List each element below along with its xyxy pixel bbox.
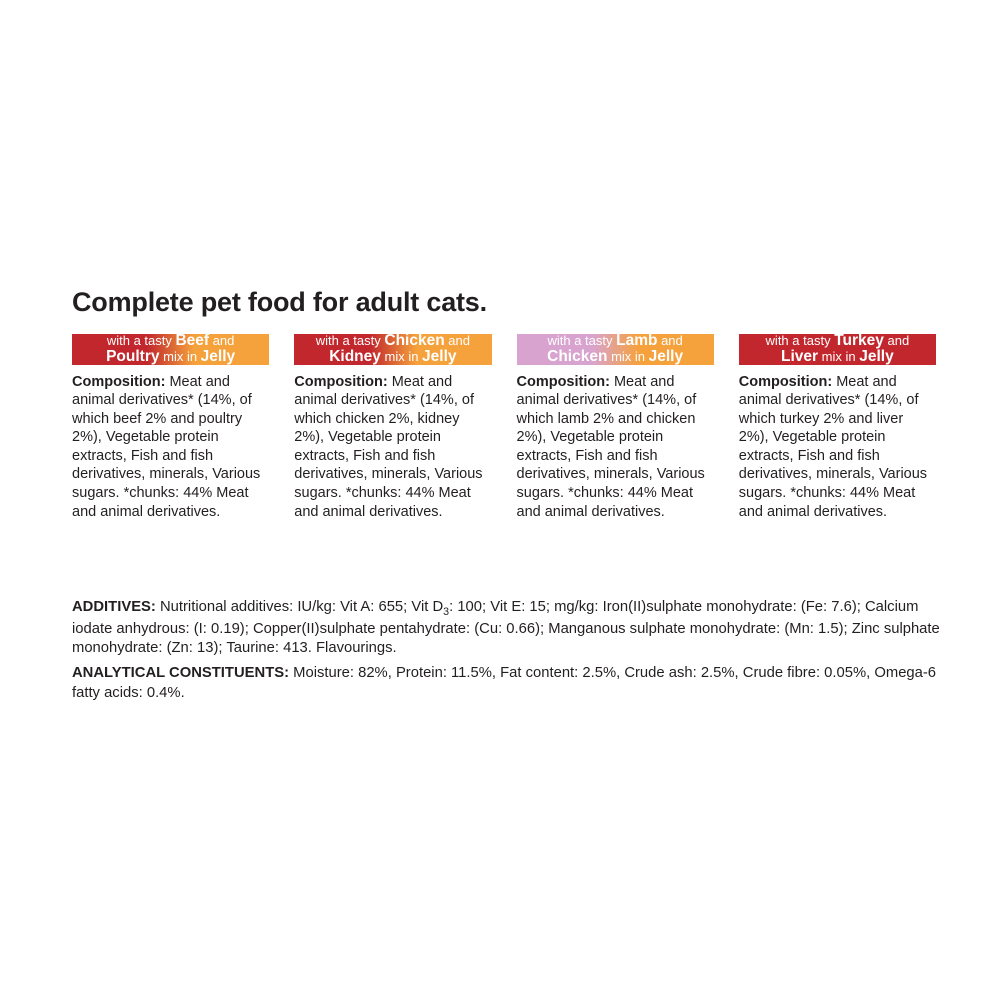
- banner-prefix: with a tasty: [765, 333, 835, 349]
- additives-label: ADDITIVES:: [72, 599, 156, 615]
- additives-subscript: 3: [443, 605, 450, 618]
- analytical-text: Moisture: 82%, Protein: 11.5%, Fat content: 2.5%, Crude ash: 2.5%, Crude fibre: 0.05%, Omega-6 fatty acids: 0.4%.: [72, 665, 937, 701]
- composition-label: Composition:: [294, 373, 388, 390]
- banner-prefix: with a tasty: [106, 333, 176, 349]
- composition-block: [517, 373, 714, 521]
- composition-block: [72, 373, 269, 521]
- composition-text: Meat and animal derivatives* (14%, of which chicken 2%, kidney 2%), Vegetable protein extracts, Fish and fish derivatives, minerals, Various sugars. *chunks: 44% Meat and animal derivatives.: [294, 373, 483, 520]
- variant-card: [294, 334, 491, 521]
- variant-banner: [517, 334, 714, 365]
- additives-text-before: Nutritional additives: IU/kg: Vit A: 655; Vit D: [155, 599, 444, 615]
- banner-conjunction: and: [209, 333, 235, 349]
- variant-card: [517, 334, 714, 521]
- composition-text: Meat and animal derivatives* (14%, of which beef 2% and poultry 2%), Vegetable protein extracts, Fish and fish derivatives, minerals, Various sugars. *chunks: 44% Meat and animal derivatives.: [72, 373, 261, 520]
- content-area: [72, 288, 936, 521]
- banner-jelly: Jelly: [422, 348, 457, 365]
- banner-flavour-2: Liver: [781, 348, 819, 365]
- variant-banner-text: [543, 334, 687, 365]
- variant-card: [739, 334, 936, 521]
- analytical-paragraph: [72, 664, 942, 702]
- banner-conjunction: and: [444, 333, 470, 349]
- banner-suffix: mix in: [159, 349, 201, 365]
- banner-prefix: with a tasty: [547, 333, 617, 349]
- banner-suffix: mix in: [380, 349, 423, 365]
- variant-banner-text: [762, 334, 914, 365]
- banner-flavour-2: Chicken: [547, 348, 608, 365]
- analytical-label: ANALYTICAL CONSTITUENTS:: [72, 665, 290, 682]
- banner-prefix: with a tasty: [315, 333, 385, 349]
- additives-text-after: : 100; Vit E: 15; mg/kg: Iron(II)sulphate monohydrate: (Fe: 7.6); Calcium iodate anhydrous: (I: 0.19); Copper(II)sulphate pentahydrate: (Cu: 0.66); Manganous sulphate monohydrate: (Mn: 1.5); Zinc sulphate monohydrate: (Zn: 13); Taurine: 413. Flavourings.: [72, 599, 940, 657]
- composition-label: Composition:: [738, 373, 833, 390]
- banner-conjunction: and: [657, 333, 683, 349]
- additives-paragraph: [72, 598, 942, 658]
- banner-flavour-1: Chicken: [384, 333, 445, 350]
- composition-block: [294, 373, 491, 521]
- banner-conjunction: and: [883, 333, 910, 349]
- nutrition-details: [72, 598, 942, 709]
- variant-list: [72, 334, 936, 521]
- banner-jelly: Jelly: [648, 348, 684, 365]
- banner-jelly: Jelly: [859, 348, 894, 365]
- composition-text: Meat and animal derivatives* (14%, of which turkey 2% and liver 2%), Vegetable protein extracts, Fish and fish derivatives, minerals, Various sugars. *chunks: 44% Meat and animal derivatives.: [738, 373, 928, 520]
- banner-suffix: mix in: [607, 349, 649, 365]
- composition-label: Composition:: [72, 373, 166, 390]
- variant-banner: [72, 334, 269, 365]
- banner-suffix: mix in: [818, 349, 860, 365]
- composition-block: [739, 373, 936, 521]
- variant-banner-text: [312, 334, 474, 365]
- composition-label: Composition:: [516, 373, 610, 390]
- banner-flavour-1: Turkey: [834, 333, 884, 350]
- banner-jelly: Jelly: [200, 348, 236, 365]
- variant-banner-text: [102, 334, 239, 365]
- banner-flavour-2: Poultry: [106, 348, 160, 365]
- composition-text: Meat and animal derivatives* (14%, of which lamb 2% and chicken 2%), Vegetable protein extracts, Fish and fish derivatives, minerals, Various sugars. *chunks: 44% Meat and animal derivatives.: [516, 373, 705, 520]
- variant-banner: [294, 334, 491, 365]
- banner-flavour-1: Beef: [175, 333, 210, 350]
- banner-flavour-2: Kidney: [329, 348, 381, 365]
- page-title: Complete pet food for adult cats.: [72, 287, 487, 317]
- banner-flavour-1: Lamb: [616, 333, 658, 350]
- variant-banner: [739, 334, 936, 365]
- variant-card: [72, 334, 269, 521]
